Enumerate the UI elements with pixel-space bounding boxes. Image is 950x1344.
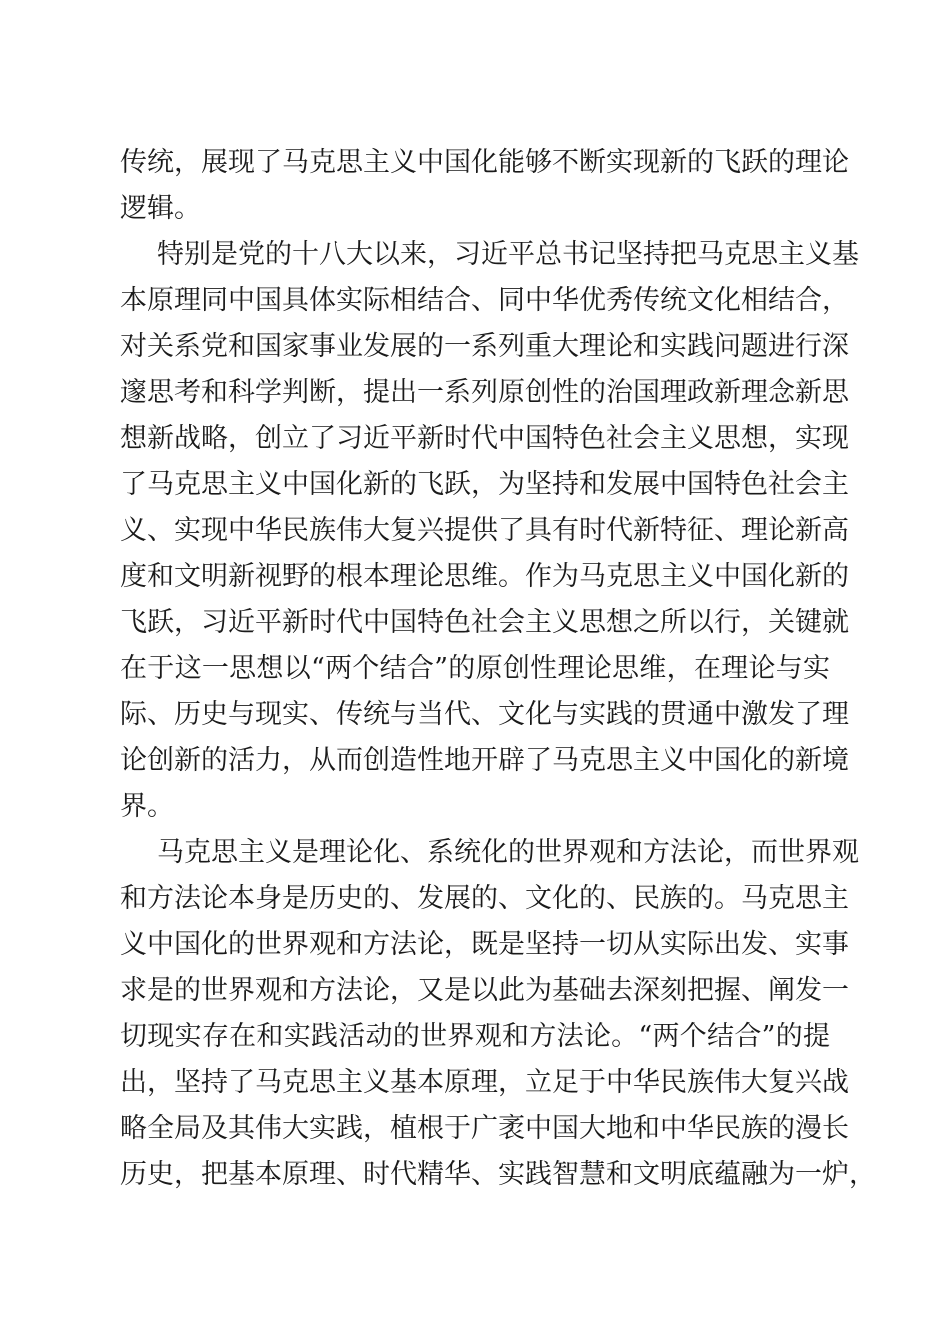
text-line: 对关系党和国家事业发展的一系列重大理论和实践问题进行深 [120,331,849,362]
text-line: 想新战略，创立了习近平新时代中国特色社会主义思想，实现 [120,423,849,454]
paragraph-2 [120,232,859,830]
text-line: 际、历史与现实、传统与当代、文化与实践的贯通中激发了理 [120,699,849,730]
text-line: 传统，展现了马克思主义中国化能够不断实现新的飞跃的理论 [120,147,849,178]
text-line: 特别是党的十八大以来，习近平总书记坚持把马克思主义基 [157,239,859,270]
body-text [120,140,876,1198]
text-line: 求是的世界观和方法论，又是以此为基础去深刻把握、阐发一 [120,975,849,1006]
paragraph-3 [120,830,876,1198]
text-line: 了马克思主义中国化新的飞跃，为坚持和发展中国特色社会主 [120,469,849,500]
text-line: 邃思考和科学判断，提出一系列原创性的治国理政新理念新思 [120,377,849,408]
text-line: 在于这一思想以“两个结合”的原创性理论思维，在理论与实 [120,653,830,684]
text-line: 义、实现中华民族伟大复兴提供了具有时代新特征、理论新高 [120,515,849,546]
text-line: 略全局及其伟大实践，植根于广袤中国大地和中华民族的漫长 [120,1113,849,1144]
paragraph-1 [120,140,849,232]
text-line: 义中国化的世界观和方法论，既是坚持一切从实际出发、实事 [120,929,849,960]
text-line: 切现实存在和实践活动的世界观和方法论。“两个结合”的提 [120,1021,830,1052]
text-line: 度和文明新视野的根本理论思维。作为马克思主义中国化新的 [120,561,849,592]
text-line: 马克思主义是理论化、系统化的世界观和方法论，而世界观 [157,837,859,868]
text-line: 论创新的活力，从而创造性地开辟了马克思主义中国化的新境 [120,745,849,776]
text-line: 历史，把基本原理、时代精华、实践智慧和文明底蕴融为一炉， [120,1159,876,1190]
text-line: 逻辑。 [120,193,201,224]
text-line: 和方法论本身是历史的、发展的、文化的、民族的。马克思主 [120,883,849,914]
text-line: 飞跃，习近平新时代中国特色社会主义思想之所以行，关键就 [120,607,849,638]
text-line: 界。 [120,791,174,822]
text-line: 本原理同中国具体实际相结合、同中华优秀传统文化相结合， [120,285,849,316]
text-line: 出，坚持了马克思主义基本原理，立足于中华民族伟大复兴战 [120,1067,849,1098]
